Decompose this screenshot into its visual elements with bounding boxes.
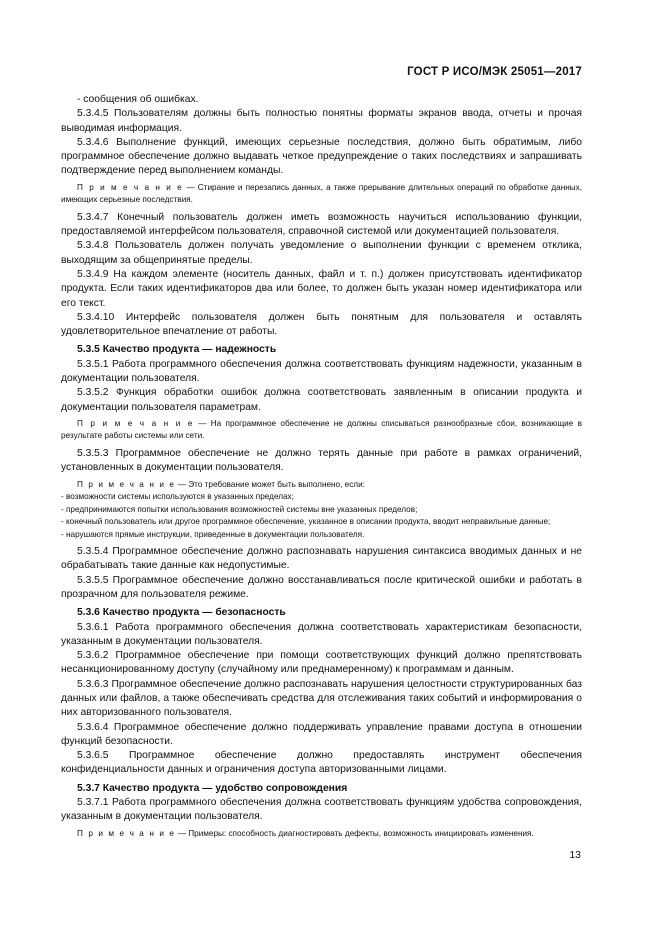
paragraph: 5.3.6.2 Программное обеспечение при помощи соответствующих функций должно препятствовать несанкционированному доступу (случайному или преднамеренному) к программам и данным. <box>61 650 582 676</box>
note <box>61 418 582 443</box>
note-text: — Стирание и перезапись данных, а также прерывание длительных операций по обработке данных, имеющих серьезные последствия. <box>61 182 582 205</box>
paragraph: 5.3.5.5 Программное обеспечение должно восстанавливаться после критической ошибки и работать в прозрачном для пользователя режиме. <box>61 574 582 600</box>
section-heading: 5.3.6 Качество продукта — безопасность <box>77 607 286 619</box>
paragraph: 5.3.5.1 Работа программного обеспечения должна соответствовать функциям надежности, указанным в документации пользователя. <box>61 358 582 385</box>
paragraph: 5.3.4.10 Интерфейс пользователя должен быть понятным для пользователя и оставлять удовлетворительное впечатление от работы. <box>61 311 582 338</box>
note-list-item: - нарушаются прямые инструкции, приведенные в документации пользователя. <box>61 529 365 539</box>
paragraph: 5.3.6.4 Программное обеспечение должно поддерживать управление правами доступа в отношении функций безопасности. <box>61 721 582 747</box>
paragraph: 5.3.5.2 Функция обработки ошибок должна соответствовать заявленным в описании продукта и документации пользователя параметрам. <box>61 387 582 413</box>
paragraph: 5.3.6.1 Работа программного обеспечения должна соответствовать характеристикам безопасности, указанным в документации пользователя. <box>61 621 582 647</box>
note-list-item: - возможности системы используются в указанных пределах; <box>61 492 294 502</box>
note-list-item: - предпринимаются попытки использования возможностей системы вне указанных пределов; <box>61 504 418 514</box>
note <box>61 182 582 207</box>
note-label: П р и м е ч а н и е <box>77 182 184 192</box>
note-label: П р и м е ч а н и е <box>77 418 194 428</box>
paragraph: 5.3.5.4 Программное обеспечение должно распознавать нарушения синтаксиса вводимых данных и не обрабатывать такие данные как недопустимые. <box>61 546 582 572</box>
paragraph: - сообщения об ошибках. <box>77 94 199 105</box>
paragraph: 5.3.4.9 На каждом элементе (носитель данных, файл и т. п.) должен присутствовать идентификатор продукта. Если таких идентификаторов два или более, то должен быть указан номер идентификатора или его текст. <box>61 268 582 309</box>
page-number: 13 <box>569 849 581 861</box>
paragraph: 5.3.6.3 Программное обеспечение должно распознавать нарушения целостности структурированных баз данных или файлов, а также обеспечивать средства для отслеживания таких событий и информирования о них авторизованного пользователя. <box>61 678 582 719</box>
section-heading: 5.3.7 Качество продукта — удобство сопровождения <box>77 782 348 794</box>
paragraph: 5.3.5.3 Программное обеспечение не должно терять данные при работе в рамках ограничений, установленных в документации пользователя. <box>61 447 582 474</box>
note-text: — Примеры: способность диагностировать дефекты, возможность инициировать изменения. <box>175 828 534 838</box>
paragraph: 5.3.4.7 Конечный пользователь должен иметь возможность научиться использованию функции, предоставляемой интерфейсом пользователя, справочной системой или документацией пользователя. <box>61 211 582 238</box>
note-label: П р и м е ч а н и е <box>77 479 176 489</box>
page-body <box>61 93 582 844</box>
paragraph: 5.3.7.1 Работа программного обеспечения должна соответствовать функциям удобства сопровождения, указанным в документации пользователя. <box>61 797 582 823</box>
paragraph: 5.3.4.5 Пользователям должны быть полностью понятны форматы экранов ввода, отчеты и прочая выводимая информация. <box>61 108 582 134</box>
note-list-item: - конечный пользователь или другое программное обеспечение, указанное в описании продукта, вводит неправильные данные; <box>61 517 551 527</box>
paragraph: 5.3.4.8 Пользователь должен получать уведомление о выполнении функции с временем отклика, выходящим за общепринятые пределы. <box>61 240 582 266</box>
paragraph: 5.3.4.6 Выполнение функций, имеющих серьезные последствия, должно быть обратимым, либо программное обеспечение должно выдавать четкое предупреждение о таких последствиях и запрашивать подтверждение перед выполнением команды. <box>61 136 582 177</box>
note <box>61 479 582 492</box>
note-label: П р и м е ч а н и е <box>77 828 176 838</box>
note-text: — На программное обеспечение не должны списываться разнообразные сбои, возникающие в результате работы системы или сети. <box>61 418 582 441</box>
document-header: ГОСТ Р ИСО/МЭК 25051—2017 <box>407 66 582 78</box>
note-text: — Это требование может быть выполнено, если: <box>175 479 365 489</box>
note <box>61 828 582 841</box>
paragraph: 5.3.6.5 Программное обеспечение должно предоставлять инструмент обеспечения конфиденциальности данных и ограничения доступа авторизованными лицами. <box>61 750 582 776</box>
section-heading: 5.3.5 Качество продукта — надежность <box>77 344 277 356</box>
